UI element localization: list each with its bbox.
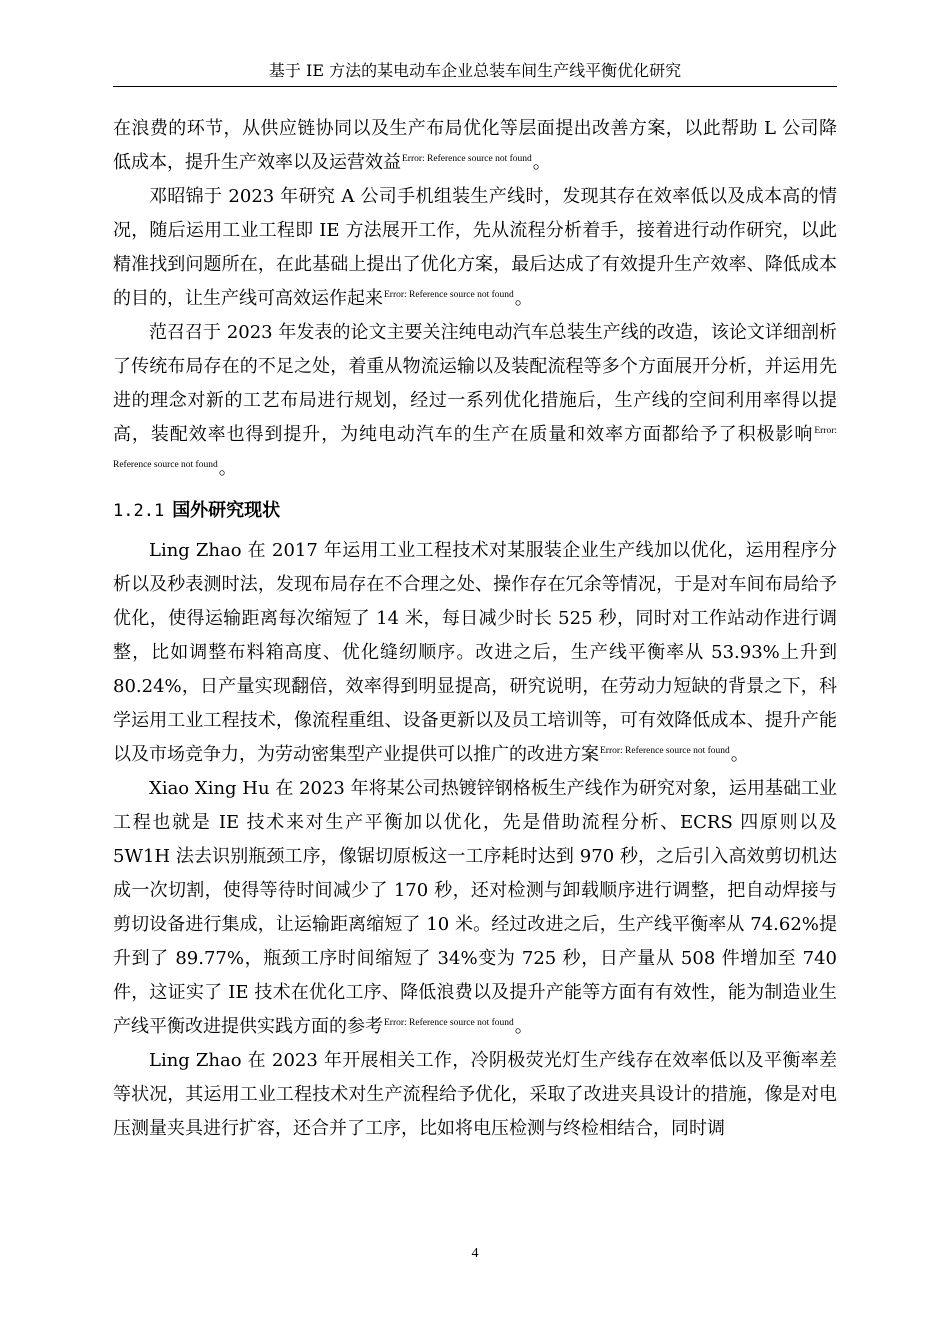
paragraph-text: 范召召于 2023 年发表的论文主要关注纯电动汽车总装生产线的改造，该论文详细剖析了传统布局存在的不足之处，着重从物流运输以及装配流程等多个方面展开分析，并运用先进的理念对新的工艺布局进行规划，经过一系列优化措施后，生产线的空间利用率得以提高，装配效率也得到提升，为纯电动汽车的生产在质量和效率方面都给予了积极影响 [113, 322, 837, 445]
paragraph-text: 在浪费的环节，从供应链协同以及生产布局优化等层面提出改善方案，以此帮助 L 公司降低成本，提升生产效率以及运营效益 [113, 118, 837, 173]
paragraph [113, 1044, 837, 1146]
paragraph-end: 。 [730, 744, 749, 765]
reference-error[interactable]: Error: Reference source not found [384, 290, 514, 300]
reference-error[interactable]: Error: Reference source not found [402, 154, 532, 164]
paragraph [113, 180, 837, 316]
paragraph [113, 534, 837, 772]
paragraph [113, 112, 837, 180]
reference-error[interactable]: Error: Reference source not found [113, 426, 837, 470]
paragraph [113, 772, 837, 1044]
section-heading [113, 494, 837, 528]
paragraph-end: 。 [514, 288, 533, 309]
running-header: 基于 IE 方法的某电动车企业总装车间生产线平衡优化研究 [268, 61, 682, 80]
paragraph-text: Xiao Xing Hu 在 2023 年将某公司热镀锌钢格板生产线作为研究对象，运用基础工业工程也就是 IE 技术来对生产平衡加以优化，先是借助流程分析、ECRS 四原则以及 5W1H 法去识别瓶颈工序，像锯切原板这一工序耗时达到 970 秒，之后引入高效剪切机达成一次切割，使得等待时间减少了 170 秒，还对检测与卸载顺序进行调整，把自动焊接与剪切设备进行集成，让运输距离缩短了 10 米。经过改进之后，生产线平衡率从 74.62%提升到了 89.77%，瓶颈工序时间缩短了 34%变为 725 秒，日产量从 508 件增加至 740 件，这证实了 IE 技术在优化工序、降低浪费以及提升产能等方面有有效性，能为制造业生产线平衡改进提供实践方面的参考 [113, 778, 837, 1037]
document-body [113, 112, 837, 1146]
paragraph-text: 邓昭锦于 2023 年研究 A 公司手机组装生产线时，发现其存在效率低以及成本高的情况，随后运用工业工程即 IE 方法展开工作，先从流程分析着手，接着进行动作研究，以此精准找到问题所在，在此基础上提出了优化方案，最后达成了有效提升生产效率、降低成本的目的，让生产线可高效运作起来 [113, 186, 837, 309]
section-title: 国外研究现状 [172, 500, 281, 521]
paragraph-text: Ling Zhao 在 2023 年开展相关工作，冷阴极荧光灯生产线存在效率低以及平衡率差等状况，其运用工业工程技术对生产流程给予优化，采取了改进夹具设计的措施，像是对电压测量夹具进行扩容，还合并了工序，比如将电压检测与终检相结合，同时调 [113, 1050, 837, 1139]
reference-error[interactable]: Error: Reference source not found [600, 746, 730, 756]
page-number: 4 [471, 1246, 479, 1261]
reference-error[interactable]: Error: Reference source not found [384, 1018, 514, 1028]
paragraph-text: Ling Zhao 在 2017 年运用工业工程技术对某服装企业生产线加以优化，运用程序分析以及秒表测时法，发现布局存在不合理之处、操作存在冗余等情况，于是对车间布局给予优化，使得运输距离每次缩短了 14 米，每日减少时长 525 秒，同时对工作站动作进行调整，比如调整布料箱高度、优化缝纫顺序。改进之后，生产线平衡率从 53.93%上升到 80.24%，日产量实现翻倍，效率得到明显提高，研究说明，在劳动力短缺的背景之下，科学运用工业工程技术，像流程重组、设备更新以及员工培训等，可有效降低成本、提升产能以及市场竞争力，为劳动密集型产业提供可以推广的改进方案 [113, 540, 837, 765]
header-rule [113, 86, 837, 87]
paragraph [113, 316, 837, 486]
section-number: 1.2.1 [113, 501, 165, 521]
paragraph-end: 。 [218, 458, 237, 479]
paragraph-end: 。 [532, 152, 551, 173]
paragraph-end: 。 [514, 1016, 533, 1037]
